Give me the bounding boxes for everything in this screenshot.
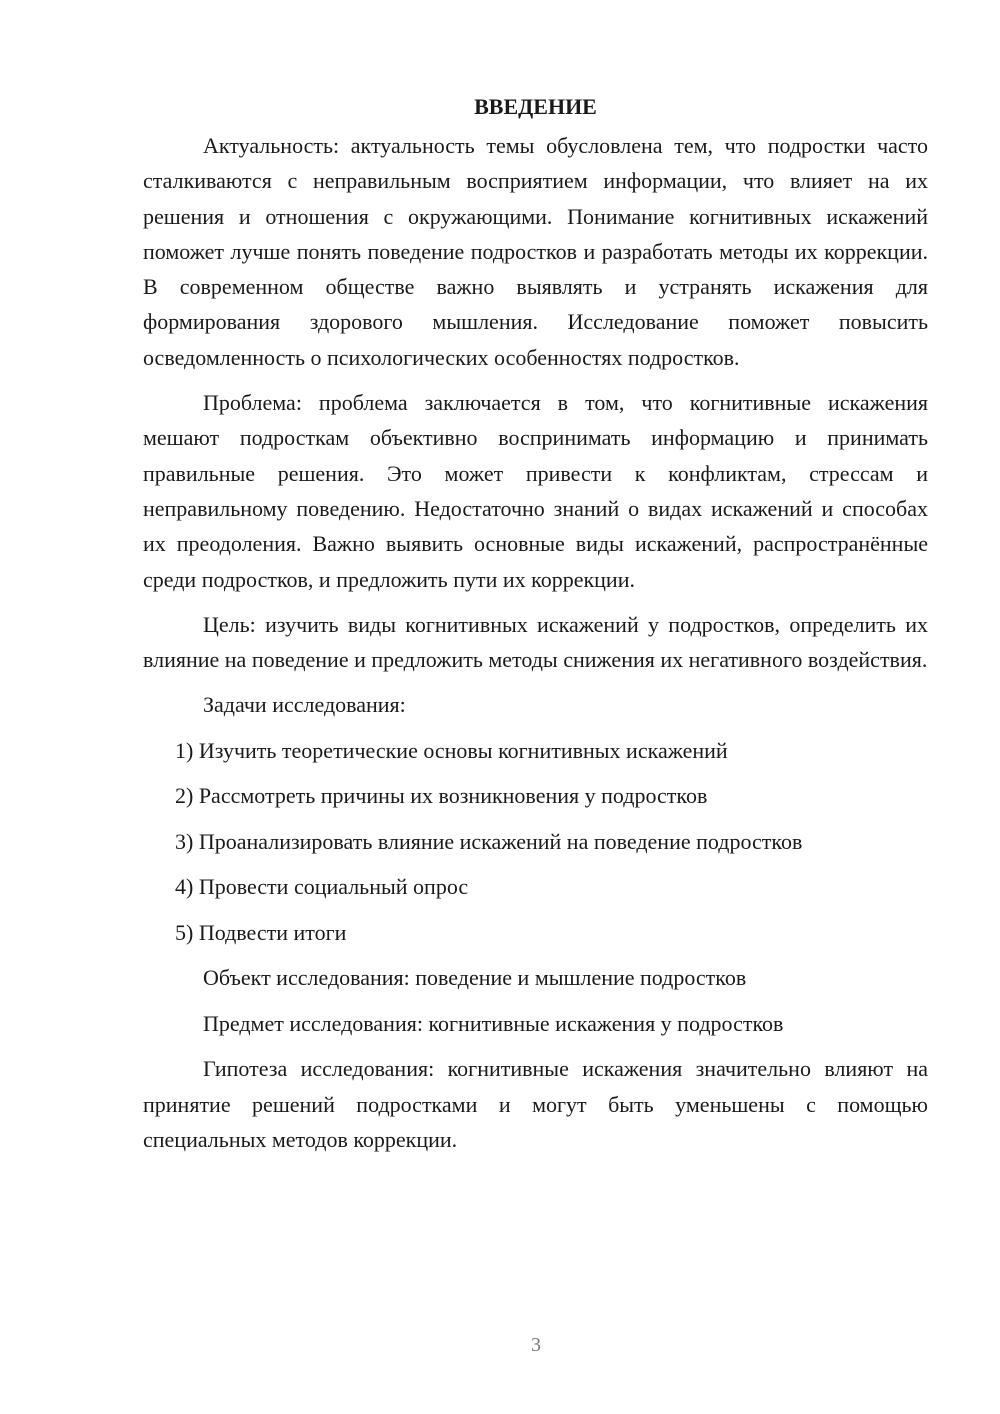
- task-item: 1) Изучить теоретические основы когнитивных искажений: [175, 737, 728, 763]
- goal-paragraph: Цель: изучить виды когнитивных искажений у подростков, определить их влияние на поведение и предложить методы снижения их негативного воздействия.: [143, 611, 928, 673]
- document-page: [143, 92, 928, 1167]
- research-object: Объект исследования: поведение и мышление подростков: [203, 965, 747, 991]
- task-item: 3) Проанализировать влияние искажений на поведение подростков: [175, 828, 803, 854]
- tasks-heading: Задачи исследования:: [203, 692, 406, 718]
- task-item: 5) Подвести итоги: [175, 919, 347, 945]
- task-item: 2) Рассмотреть причины их возникновения у подростков: [175, 783, 708, 809]
- research-subject: Предмет исследования: когнитивные искажения у подростков: [203, 1010, 784, 1036]
- task-item: 4) Провести социальный опрос: [175, 874, 469, 900]
- section-title: ВВЕДЕНИЕ: [474, 94, 597, 119]
- page-number: 3: [531, 1334, 541, 1356]
- problem-paragraph: Проблема: проблема заключается в том, что когнитивные искажения мешают подросткам объективно воспринимать информацию и принимать правильные решения. Это может привести к конфликтам, стрессам и неправильному поведению. Недостаточно знаний о видах искажений и способах их преодоления. Важно выявить основные виды искажений, распространённые среди подростков, и предложить пути их коррекции.: [143, 390, 928, 592]
- hypothesis-paragraph: Гипотеза исследования: когнитивные искажения значительно влияют на принятие решений подростками и могут быть уменьшены с помощью специальных методов коррекции.: [143, 1056, 928, 1153]
- relevance-paragraph: Актуальность: актуальность темы обусловлена тем, что подростки часто сталкиваются с неправильным восприятием информации, что влияет на их решения и отношения с окружающими. Понимание когнитивных искажений поможет лучше понять поведение подростков и разработать методы их коррекции. В современном обществе важно выявлять и устранять искажения для формирования здорового мышления. Исследование поможет повысить осведомленность о психологических особенностях подростков.: [143, 133, 928, 370]
